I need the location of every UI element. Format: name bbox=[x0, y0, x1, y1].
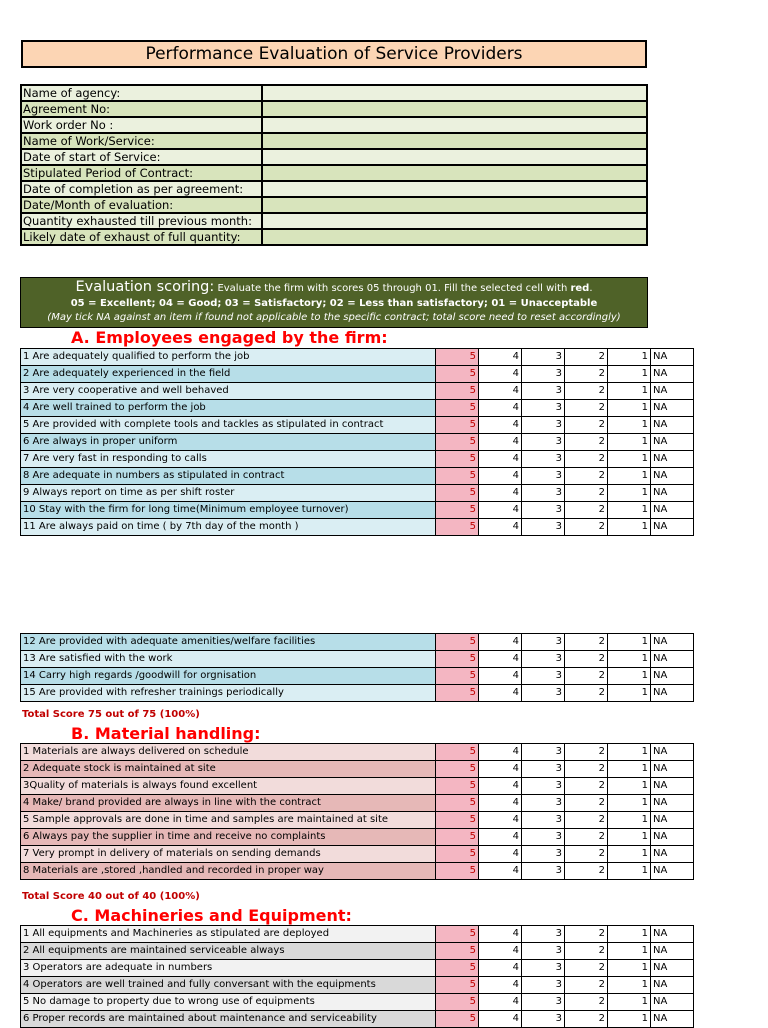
score-cell-5[interactable]: 5 bbox=[436, 502, 479, 519]
score-cell-4[interactable]: 4 bbox=[479, 926, 522, 943]
score-cell-na[interactable]: NA bbox=[651, 400, 694, 417]
table-row bbox=[21, 651, 694, 668]
score-cell-2[interactable]: 2 bbox=[565, 829, 608, 846]
score-cell-na[interactable]: NA bbox=[651, 761, 694, 778]
score-cell-4[interactable]: 4 bbox=[479, 863, 522, 880]
item-label: 1 Materials are always delivered on schedule bbox=[21, 744, 436, 761]
page-title: Performance Evaluation of Service Providers bbox=[21, 40, 647, 68]
score-cell-2[interactable]: 2 bbox=[565, 994, 608, 1011]
info-row bbox=[21, 85, 647, 101]
score-cell-1[interactable]: 1 bbox=[608, 383, 651, 400]
score-cell-5[interactable]: 5 bbox=[436, 383, 479, 400]
section-a-table-part2 bbox=[20, 633, 694, 702]
score-cell-5[interactable]: 5 bbox=[436, 846, 479, 863]
score-cell-1[interactable]: 1 bbox=[608, 519, 651, 536]
score-cell-4[interactable]: 4 bbox=[479, 651, 522, 668]
info-value-field[interactable] bbox=[262, 85, 647, 101]
score-cell-3[interactable]: 3 bbox=[522, 434, 565, 451]
item-label: 4 Are well trained to perform the job bbox=[21, 400, 436, 417]
item-label: 15 Are provided with refresher trainings periodically bbox=[21, 685, 436, 702]
score-cell-5[interactable]: 5 bbox=[436, 744, 479, 761]
score-cell-1[interactable]: 1 bbox=[608, 994, 651, 1011]
score-cell-2[interactable]: 2 bbox=[565, 519, 608, 536]
score-cell-5[interactable]: 5 bbox=[436, 977, 479, 994]
item-label: 13 Are satisfied with the work bbox=[21, 651, 436, 668]
section-a-title: A. Employees engaged by the firm: bbox=[71, 328, 388, 347]
evaluation-instruction: Evaluate the firm with scores 05 through 01. Fill the selected cell with bbox=[214, 283, 571, 294]
score-cell-3[interactable]: 3 bbox=[522, 451, 565, 468]
score-cell-2[interactable]: 2 bbox=[565, 685, 608, 702]
table-row bbox=[21, 451, 694, 468]
item-label: 5 Sample approvals are done in time and samples are maintained at site bbox=[21, 812, 436, 829]
score-cell-3[interactable]: 3 bbox=[522, 846, 565, 863]
table-row bbox=[21, 812, 694, 829]
item-label: 2 Adequate stock is maintained at site bbox=[21, 761, 436, 778]
section-b-title: B. Material handling: bbox=[71, 724, 261, 743]
score-cell-1[interactable]: 1 bbox=[608, 795, 651, 812]
score-cell-3[interactable]: 3 bbox=[522, 349, 565, 366]
table-row bbox=[21, 366, 694, 383]
item-label: 5 Are provided with complete tools and tackles as stipulated in contract bbox=[21, 417, 436, 434]
score-cell-3[interactable]: 3 bbox=[522, 634, 565, 651]
score-cell-2[interactable]: 2 bbox=[565, 977, 608, 994]
item-label: 11 Are always paid on time ( by 7th day of the month ) bbox=[21, 519, 436, 536]
score-cell-2[interactable]: 2 bbox=[565, 960, 608, 977]
score-cell-5[interactable]: 5 bbox=[436, 926, 479, 943]
table-row bbox=[21, 977, 694, 994]
table-row bbox=[21, 744, 694, 761]
section-a-total: Total Score 75 out of 75 (100%) bbox=[22, 709, 200, 720]
table-row bbox=[21, 485, 694, 502]
score-cell-4[interactable]: 4 bbox=[479, 977, 522, 994]
item-label: 3Quality of materials is always found excellent bbox=[21, 778, 436, 795]
score-cell-na[interactable]: NA bbox=[651, 434, 694, 451]
info-value-field[interactable] bbox=[262, 149, 647, 165]
score-cell-2[interactable]: 2 bbox=[565, 400, 608, 417]
score-cell-5[interactable]: 5 bbox=[436, 400, 479, 417]
score-cell-4[interactable]: 4 bbox=[479, 812, 522, 829]
section-c-table bbox=[20, 925, 694, 1028]
info-value-field[interactable] bbox=[262, 117, 647, 133]
score-cell-5[interactable]: 5 bbox=[436, 634, 479, 651]
section-a-table-part1 bbox=[20, 348, 694, 536]
score-cell-na[interactable]: NA bbox=[651, 651, 694, 668]
table-row bbox=[21, 829, 694, 846]
section-c-title: C. Machineries and Equipment: bbox=[71, 906, 352, 925]
score-cell-5[interactable]: 5 bbox=[436, 651, 479, 668]
score-cell-1[interactable]: 1 bbox=[608, 829, 651, 846]
score-cell-2[interactable]: 2 bbox=[565, 417, 608, 434]
score-cell-5[interactable]: 5 bbox=[436, 994, 479, 1011]
info-value-field[interactable] bbox=[262, 165, 647, 181]
item-label: 6 Are always in proper uniform bbox=[21, 434, 436, 451]
item-label: 7 Are very fast in responding to calls bbox=[21, 451, 436, 468]
score-cell-1[interactable]: 1 bbox=[608, 744, 651, 761]
table-row bbox=[21, 926, 694, 943]
item-label: 6 Proper records are maintained about maintenance and serviceability bbox=[21, 1011, 436, 1028]
item-label: 10 Stay with the firm for long time(Minimum employee turnover) bbox=[21, 502, 436, 519]
table-row bbox=[21, 960, 694, 977]
info-value-field[interactable] bbox=[262, 101, 647, 117]
info-label: Agreement No: bbox=[21, 101, 262, 117]
score-cell-4[interactable]: 4 bbox=[479, 685, 522, 702]
score-cell-2[interactable]: 2 bbox=[565, 1011, 608, 1028]
score-cell-3[interactable]: 3 bbox=[522, 668, 565, 685]
info-label: Date of start of Service: bbox=[21, 149, 262, 165]
score-cell-na[interactable]: NA bbox=[651, 994, 694, 1011]
score-cell-na[interactable]: NA bbox=[651, 829, 694, 846]
score-cell-4[interactable]: 4 bbox=[479, 846, 522, 863]
score-cell-4[interactable]: 4 bbox=[479, 1011, 522, 1028]
score-cell-na[interactable]: NA bbox=[651, 634, 694, 651]
score-cell-na[interactable]: NA bbox=[651, 1011, 694, 1028]
table-row bbox=[21, 1011, 694, 1028]
item-label: 3 Are very cooperative and well behaved bbox=[21, 383, 436, 400]
score-cell-3[interactable]: 3 bbox=[522, 778, 565, 795]
score-cell-2[interactable]: 2 bbox=[565, 943, 608, 960]
table-row bbox=[21, 668, 694, 685]
score-cell-na[interactable]: NA bbox=[651, 502, 694, 519]
score-cell-1[interactable]: 1 bbox=[608, 434, 651, 451]
score-cell-5[interactable]: 5 bbox=[436, 668, 479, 685]
table-row bbox=[21, 994, 694, 1011]
score-cell-4[interactable]: 4 bbox=[479, 383, 522, 400]
score-cell-3[interactable]: 3 bbox=[522, 761, 565, 778]
item-label: 5 No damage to property due to wrong use of equipments bbox=[21, 994, 436, 1011]
score-cell-3[interactable]: 3 bbox=[522, 829, 565, 846]
score-cell-2[interactable]: 2 bbox=[565, 795, 608, 812]
score-cell-4[interactable]: 4 bbox=[479, 366, 522, 383]
score-cell-na[interactable]: NA bbox=[651, 468, 694, 485]
item-label: 4 Operators are well trained and fully conversant with the equipments bbox=[21, 977, 436, 994]
score-cell-2[interactable]: 2 bbox=[565, 366, 608, 383]
score-cell-na[interactable]: NA bbox=[651, 451, 694, 468]
score-cell-4[interactable]: 4 bbox=[479, 349, 522, 366]
item-label: 3 Operators are adequate in numbers bbox=[21, 960, 436, 977]
score-cell-5[interactable]: 5 bbox=[436, 485, 479, 502]
score-cell-1[interactable]: 1 bbox=[608, 846, 651, 863]
info-value-field[interactable] bbox=[262, 181, 647, 197]
score-cell-5[interactable]: 5 bbox=[436, 863, 479, 880]
info-label: Likely date of exhaust of full quantity: bbox=[21, 229, 262, 245]
info-row bbox=[21, 133, 647, 149]
evaluation-scoring-box: Evaluation scoring: Evaluate the firm with scores 05 through 01. Fill the selected cell with red. 05 = Excellent; 04 = Good; 03 = Satisfactory; 02 = Less than satisfactory; 01 = Unacceptable (May tick NA against an item if found not applicable to the specific contract; total score need to reset accordingly) bbox=[20, 277, 648, 328]
info-label: Quantity exhausted till previous month: bbox=[21, 213, 262, 229]
item-label: 2 All equipments are maintained serviceable always bbox=[21, 943, 436, 960]
score-cell-1[interactable]: 1 bbox=[608, 926, 651, 943]
score-cell-4[interactable]: 4 bbox=[479, 451, 522, 468]
score-cell-5[interactable]: 5 bbox=[436, 417, 479, 434]
score-cell-3[interactable]: 3 bbox=[522, 812, 565, 829]
info-label: Stipulated Period of Contract: bbox=[21, 165, 262, 181]
table-row bbox=[21, 685, 694, 702]
score-cell-3[interactable]: 3 bbox=[522, 744, 565, 761]
table-row bbox=[21, 795, 694, 812]
score-cell-2[interactable]: 2 bbox=[565, 434, 608, 451]
table-row bbox=[21, 863, 694, 880]
score-cell-na[interactable]: NA bbox=[651, 812, 694, 829]
score-cell-5[interactable]: 5 bbox=[436, 1011, 479, 1028]
score-cell-na[interactable]: NA bbox=[651, 795, 694, 812]
score-cell-4[interactable]: 4 bbox=[479, 502, 522, 519]
score-cell-3[interactable]: 3 bbox=[522, 383, 565, 400]
score-cell-na[interactable]: NA bbox=[651, 846, 694, 863]
score-cell-5[interactable]: 5 bbox=[436, 795, 479, 812]
score-cell-1[interactable]: 1 bbox=[608, 960, 651, 977]
score-cell-na[interactable]: NA bbox=[651, 778, 694, 795]
item-label: 1 Are adequately qualified to perform the job bbox=[21, 349, 436, 366]
score-cell-1[interactable]: 1 bbox=[608, 366, 651, 383]
score-cell-5[interactable]: 5 bbox=[436, 943, 479, 960]
score-cell-5[interactable]: 5 bbox=[436, 960, 479, 977]
score-cell-3[interactable]: 3 bbox=[522, 502, 565, 519]
score-cell-1[interactable]: 1 bbox=[608, 977, 651, 994]
info-value-field[interactable] bbox=[262, 133, 647, 149]
score-cell-4[interactable]: 4 bbox=[479, 943, 522, 960]
score-cell-2[interactable]: 2 bbox=[565, 451, 608, 468]
info-value-field[interactable] bbox=[262, 213, 647, 229]
info-row bbox=[21, 101, 647, 117]
info-row bbox=[21, 165, 647, 181]
score-cell-4[interactable]: 4 bbox=[479, 778, 522, 795]
score-cell-1[interactable]: 1 bbox=[608, 685, 651, 702]
score-cell-na[interactable]: NA bbox=[651, 485, 694, 502]
score-cell-4[interactable]: 4 bbox=[479, 744, 522, 761]
score-cell-3[interactable]: 3 bbox=[522, 863, 565, 880]
score-cell-1[interactable]: 1 bbox=[608, 761, 651, 778]
score-cell-1[interactable]: 1 bbox=[608, 502, 651, 519]
score-cell-4[interactable]: 4 bbox=[479, 829, 522, 846]
table-row bbox=[21, 778, 694, 795]
score-cell-2[interactable]: 2 bbox=[565, 926, 608, 943]
score-cell-1[interactable]: 1 bbox=[608, 1011, 651, 1028]
score-cell-5[interactable]: 5 bbox=[436, 349, 479, 366]
score-cell-5[interactable]: 5 bbox=[436, 761, 479, 778]
score-cell-3[interactable]: 3 bbox=[522, 417, 565, 434]
score-cell-4[interactable]: 4 bbox=[479, 417, 522, 434]
score-cell-1[interactable]: 1 bbox=[608, 863, 651, 880]
item-label: 8 Are adequate in numbers as stipulated in contract bbox=[21, 468, 436, 485]
score-cell-na[interactable]: NA bbox=[651, 977, 694, 994]
score-cell-3[interactable]: 3 bbox=[522, 366, 565, 383]
score-cell-2[interactable]: 2 bbox=[565, 778, 608, 795]
score-cell-4[interactable]: 4 bbox=[479, 668, 522, 685]
score-cell-1[interactable]: 1 bbox=[608, 485, 651, 502]
table-row bbox=[21, 519, 694, 536]
table-row bbox=[21, 468, 694, 485]
table-row bbox=[21, 761, 694, 778]
score-cell-4[interactable]: 4 bbox=[479, 519, 522, 536]
score-cell-5[interactable]: 5 bbox=[436, 812, 479, 829]
score-cell-4[interactable]: 4 bbox=[479, 434, 522, 451]
score-cell-2[interactable]: 2 bbox=[565, 846, 608, 863]
score-cell-1[interactable]: 1 bbox=[608, 812, 651, 829]
info-label: Name of agency: bbox=[21, 85, 262, 101]
agency-info-table bbox=[20, 84, 648, 246]
table-row bbox=[21, 846, 694, 863]
score-cell-1[interactable]: 1 bbox=[608, 417, 651, 434]
score-cell-3[interactable]: 3 bbox=[522, 795, 565, 812]
score-cell-1[interactable]: 1 bbox=[608, 943, 651, 960]
info-label: Name of Work/Service: bbox=[21, 133, 262, 149]
score-cell-4[interactable]: 4 bbox=[479, 634, 522, 651]
score-cell-1[interactable]: 1 bbox=[608, 634, 651, 651]
score-cell-3[interactable]: 3 bbox=[522, 977, 565, 994]
score-cell-1[interactable]: 1 bbox=[608, 468, 651, 485]
score-cell-1[interactable]: 1 bbox=[608, 400, 651, 417]
table-row bbox=[21, 943, 694, 960]
score-cell-na[interactable]: NA bbox=[651, 417, 694, 434]
section-b-table bbox=[20, 743, 694, 880]
score-cell-na[interactable]: NA bbox=[651, 744, 694, 761]
score-cell-3[interactable]: 3 bbox=[522, 685, 565, 702]
info-label: Date of completion as per agreement: bbox=[21, 181, 262, 197]
score-cell-na[interactable]: NA bbox=[651, 349, 694, 366]
score-cell-1[interactable]: 1 bbox=[608, 349, 651, 366]
score-cell-1[interactable]: 1 bbox=[608, 451, 651, 468]
score-cell-na[interactable]: NA bbox=[651, 383, 694, 400]
score-cell-2[interactable]: 2 bbox=[565, 349, 608, 366]
score-cell-1[interactable]: 1 bbox=[608, 651, 651, 668]
score-cell-3[interactable]: 3 bbox=[522, 485, 565, 502]
score-cell-2[interactable]: 2 bbox=[565, 668, 608, 685]
evaluation-heading: Evaluation scoring: bbox=[75, 279, 215, 295]
info-value-field[interactable] bbox=[262, 229, 647, 245]
score-cell-3[interactable]: 3 bbox=[522, 926, 565, 943]
section-b-total: Total Score 40 out of 40 (100%) bbox=[22, 891, 200, 902]
item-label: 9 Always report on time as per shift roster bbox=[21, 485, 436, 502]
score-cell-4[interactable]: 4 bbox=[479, 795, 522, 812]
item-label: 4 Make/ brand provided are always in line with the contract bbox=[21, 795, 436, 812]
info-row bbox=[21, 229, 647, 245]
score-cell-2[interactable]: 2 bbox=[565, 812, 608, 829]
info-row bbox=[21, 213, 647, 229]
score-cell-na[interactable]: NA bbox=[651, 366, 694, 383]
score-cell-na[interactable]: NA bbox=[651, 685, 694, 702]
score-cell-5[interactable]: 5 bbox=[436, 778, 479, 795]
score-cell-3[interactable]: 3 bbox=[522, 651, 565, 668]
score-cell-2[interactable]: 2 bbox=[565, 634, 608, 651]
score-cell-na[interactable]: NA bbox=[651, 519, 694, 536]
score-cell-3[interactable]: 3 bbox=[522, 960, 565, 977]
item-label: 14 Carry high regards /goodwill for orgnisation bbox=[21, 668, 436, 685]
score-cell-3[interactable]: 3 bbox=[522, 519, 565, 536]
score-cell-3[interactable]: 3 bbox=[522, 1011, 565, 1028]
score-cell-2[interactable]: 2 bbox=[565, 651, 608, 668]
item-label: 2 Are adequately experienced in the field bbox=[21, 366, 436, 383]
score-cell-4[interactable]: 4 bbox=[479, 761, 522, 778]
score-cell-5[interactable]: 5 bbox=[436, 685, 479, 702]
score-cell-5[interactable]: 5 bbox=[436, 366, 479, 383]
info-label: Work order No : bbox=[21, 117, 262, 133]
evaluation-instruction-red: red bbox=[570, 283, 590, 294]
item-label: 12 Are provided with adequate amenities/welfare facilities bbox=[21, 634, 436, 651]
score-cell-na[interactable]: NA bbox=[651, 863, 694, 880]
score-cell-5[interactable]: 5 bbox=[436, 451, 479, 468]
item-label: 7 Very prompt in delivery of materials on sending demands bbox=[21, 846, 436, 863]
score-cell-3[interactable]: 3 bbox=[522, 400, 565, 417]
score-cell-2[interactable]: 2 bbox=[565, 468, 608, 485]
table-row bbox=[21, 383, 694, 400]
score-cell-5[interactable]: 5 bbox=[436, 829, 479, 846]
score-cell-3[interactable]: 3 bbox=[522, 994, 565, 1011]
info-row bbox=[21, 181, 647, 197]
score-cell-2[interactable]: 2 bbox=[565, 502, 608, 519]
table-row bbox=[21, 400, 694, 417]
item-label: 8 Materials are ,stored ,handled and recorded in proper way bbox=[21, 863, 436, 880]
info-value-field[interactable] bbox=[262, 197, 647, 213]
score-cell-na[interactable]: NA bbox=[651, 960, 694, 977]
score-cell-2[interactable]: 2 bbox=[565, 485, 608, 502]
score-cell-4[interactable]: 4 bbox=[479, 960, 522, 977]
score-cell-na[interactable]: NA bbox=[651, 943, 694, 960]
evaluation-scale: 05 = Excellent; 04 = Good; 03 = Satisfactory; 02 = Less than satisfactory; 01 = Unacceptable bbox=[70, 298, 598, 309]
score-cell-2[interactable]: 2 bbox=[565, 761, 608, 778]
table-row bbox=[21, 434, 694, 451]
table-row bbox=[21, 417, 694, 434]
score-cell-5[interactable]: 5 bbox=[436, 519, 479, 536]
info-row bbox=[21, 149, 647, 165]
score-cell-3[interactable]: 3 bbox=[522, 943, 565, 960]
score-cell-4[interactable]: 4 bbox=[479, 400, 522, 417]
score-cell-3[interactable]: 3 bbox=[522, 468, 565, 485]
score-cell-2[interactable]: 2 bbox=[565, 744, 608, 761]
score-cell-na[interactable]: NA bbox=[651, 668, 694, 685]
score-cell-4[interactable]: 4 bbox=[479, 485, 522, 502]
score-cell-na[interactable]: NA bbox=[651, 926, 694, 943]
item-label: 1 All equipments and Machineries as stipulated are deployed bbox=[21, 926, 436, 943]
score-cell-1[interactable]: 1 bbox=[608, 668, 651, 685]
score-cell-2[interactable]: 2 bbox=[565, 383, 608, 400]
table-row bbox=[21, 349, 694, 366]
info-row bbox=[21, 197, 647, 213]
score-cell-1[interactable]: 1 bbox=[608, 778, 651, 795]
table-row bbox=[21, 634, 694, 651]
info-row bbox=[21, 117, 647, 133]
score-cell-4[interactable]: 4 bbox=[479, 468, 522, 485]
evaluation-note: (May tick NA against an item if found not applicable to the specific contract; total score need to reset accordingly) bbox=[47, 312, 621, 323]
score-cell-5[interactable]: 5 bbox=[436, 434, 479, 451]
table-row bbox=[21, 502, 694, 519]
score-cell-4[interactable]: 4 bbox=[479, 994, 522, 1011]
info-label: Date/Month of evaluation: bbox=[21, 197, 262, 213]
item-label: 6 Always pay the supplier in time and receive no complaints bbox=[21, 829, 436, 846]
score-cell-2[interactable]: 2 bbox=[565, 863, 608, 880]
score-cell-5[interactable]: 5 bbox=[436, 468, 479, 485]
